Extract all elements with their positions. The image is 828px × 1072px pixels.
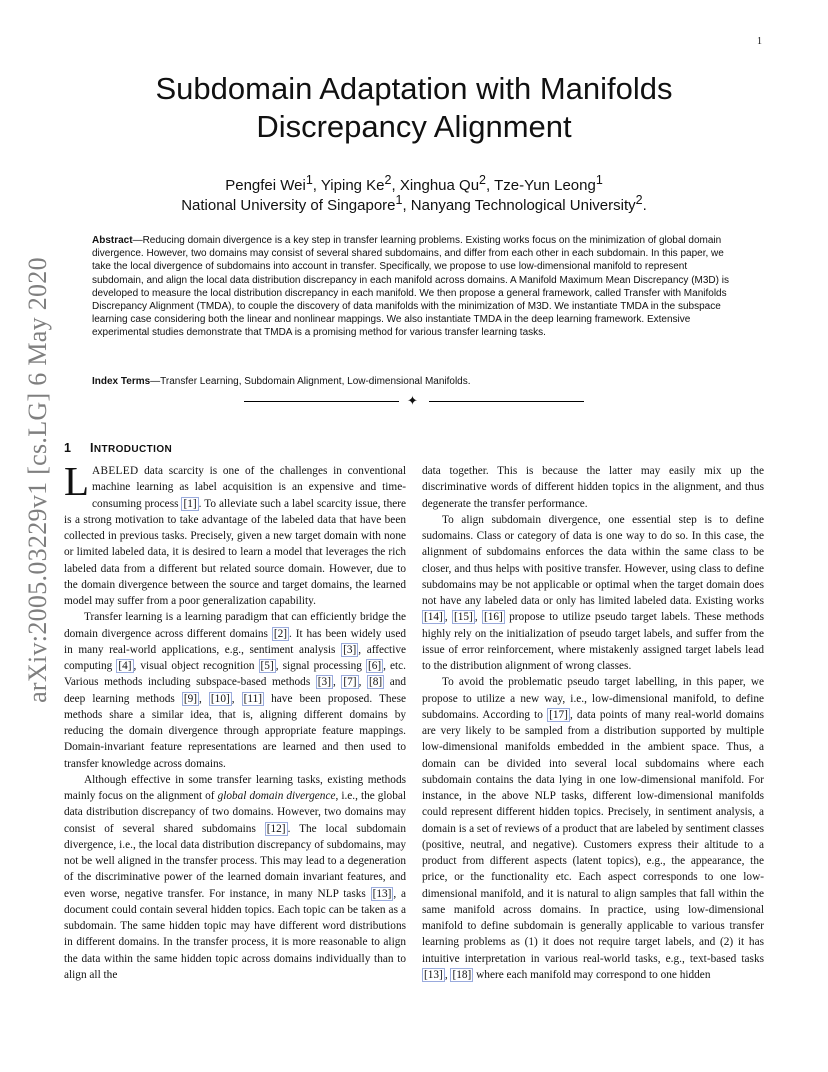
citation-link[interactable]: [11] [243,692,263,705]
body-paragraph: To align subdomain divergence, one essential step is to define sudomains. Class or category of data is one way to do so. In this case, the alignment of subdomains enforces the data within the same class to be closer, and thus helps with positive transfer. However, using class to define subdomains may be not applicable or optimal when the target domain does not have any labeled data or only has limited labeled data. Existing works [14] , [15] , [16] propose to utilize pseudo target labels. These methods highly rely on the initialization of pseudo target labels, and suffer from the issue of error reinforcement, where mistakenly assigned target labels lead to the distribution alignment of wrong classes. [422,513,764,672]
citation-link[interactable]: [15] [453,611,473,624]
affiliation-superscript: 1 [395,193,403,207]
citation-link[interactable]: [17] [549,708,568,721]
arxiv-identifier-text: arXiv:2005.03229v1 [cs.LG] 6 May 2020 [23,257,52,703]
citation-link[interactable]: [13] [424,968,443,981]
first-word-smallcaps: ABELED [92,465,139,477]
affiliation-name: Nanyang Technological University [410,197,636,214]
author-name: Yiping Ke [320,177,385,194]
affiliation-separator: . [642,197,647,214]
drop-cap-letter: L [64,458,90,504]
citation-link[interactable]: [7] [343,676,357,689]
citation-link[interactable]: [2] [273,627,288,640]
author-name: Tze-Yun Leong [494,177,596,194]
citation-link[interactable]: [8] [368,676,383,689]
citation-link[interactable]: [6] [367,660,382,672]
index-terms-text: —Transfer Learning, Subdomain Alignment, Low-dimensional Manifolds. [150,376,471,387]
abstract [92,234,736,340]
body-paragraph: data together. This is because the latter may easily mix up the discriminative words of different hidden topics in the alignment, and thus degenerate the transfer performance. [422,465,764,510]
abstract-label: Abstract [92,235,133,246]
citation-link[interactable]: [9] [183,692,198,705]
divider-line-left [244,401,399,402]
paper-title-line-1: Subdomain Adaptation with Manifolds [155,71,673,106]
citation-link[interactable]: [16] [483,611,503,624]
divider-star-icon: ✦ [407,393,418,408]
author-name: Xinghua Qu [399,177,480,194]
affiliation-superscript: 2 [635,193,643,207]
index-terms-label: Index Terms [92,376,151,387]
body-paragraph: LABELED data scarcity is one of the challenges in conventional machine learning as label acquisition is an expensive and time-consuming process [1] . To alleviate such a label scarcity issue, there is a strong motivation to take advantage of the labeled data that have been collected in previous tasks. Precisely, given a new target domain with none or limited labeled data, it is desired to learn a model that leverages the rich labeled data from a different but related source domain. However, due to the domain divergence between the source and target domains, the learned model may suffer from a poor generalization capability. [64,458,407,607]
author-superscript: 1 [305,173,313,187]
author-superscript: 2 [384,173,392,187]
citation-link[interactable]: [14] [424,611,443,624]
author-separator: , [312,177,321,194]
citation-link[interactable]: [18] [452,968,472,981]
section-title-rest: NTRODUCTION [93,444,173,455]
affiliation-separator: , [402,197,411,214]
paper-title-line-2: Discrepancy Alignment [256,109,572,144]
author-separator: , [391,177,400,194]
body-column-left [64,458,407,983]
body-column-right [422,463,764,983]
section-number: 1 [64,441,72,455]
citation-link[interactable]: [12] [266,822,286,835]
section-heading-introduction [64,441,172,455]
author-superscript: 2 [479,173,486,187]
citation-link[interactable]: [13] [372,887,392,900]
body-paragraph: Although effective in some transfer learning tasks, existing methods mainly focus on the alignment of global domain divergence, i.e., the global data distribution discrepancy of two domains. However, two domains may consist of several shared subdomains [12] . The local subdomain divergence, i.e., the local data distribution discrepancy of subdomains, may not be well aligned in the transfer process. This may lead to a degeneration of the discriminative power of the learned domain invariant features, and even worse, negative transfer. For instance, in many NLP tasks [13] , a document could contain several hidden topics. Each topic can be taken as a subdomain. The same hidden topic may have different word distributions in different domains. In the transfer process, it is more reasonable to align the data within the same hidden topic across domains individually than to align all the [64,773,406,981]
citation-link[interactable]: [10] [210,692,230,705]
index-terms [92,375,736,388]
divider-line-right [429,401,584,402]
section-divider [244,393,584,408]
author-name: Pengfei Wei [225,177,306,194]
citation-link[interactable]: [1] [183,497,197,510]
citation-link[interactable]: [4] [118,660,132,672]
citation-link[interactable]: [3] [317,676,331,689]
body-paragraph: To avoid the problematic pseudo target labelling, in this paper, we propose to utilize a new way, i.e., low-dimensional manifold, to define subdomains. According to [17] , data points of many real-world domains are very likely to be sampled from a distribution supported by multiple low-dimensional manifolds embedded in the ambient space. Thus, a domain can be divided into several local subdomains where each subdomain contains the data lying in one low-dimensional manifold. For instance, in the above NLP tasks, different low-dimensional manifolds could represent different hidden topics. Precisely, in sentiment analysis, a domain is a set of reviews of a product that are labeled by sentiment classes (positive, neutral, and negative). Customers express their altitude to a product from different aspects (latent topics), e.g., the appearance, the price, or the functionality etc. Each aspect corresponds to one low-dimensional manifold, and it is natural to align samples that fall within the same manifold across domains. In practice, using low-dimensional manifold to define subdomain is generally applicable to various transfer learning problems as (1) it does not require target labels, and (2) it has intuitive interpretation in various real-world tasks, e.g., text-based tasks [13] , [18] where each manifold may correspond to one hidden [422,676,764,981]
author-superscript: 1 [595,173,603,187]
affiliation-list [100,190,728,216]
page-number: 1 [757,36,762,47]
section-title-first-letter: I [90,441,94,455]
affiliation-name: National University of Singapore [181,197,396,214]
citation-link[interactable]: [3] [343,643,357,656]
citation-link[interactable]: [5] [260,660,274,672]
paper-title [100,70,728,146]
body-paragraph: Transfer learning is a learning paradigm that can efficiently bridge the domain divergence across different domains [2] . It has been widely used in many real-world applications, e.g., sentiment analysis [3] , affective computing [4] , visual object recognition [5] , signal processing [6] , etc. Various methods including subspace-based methods [3] , [7] , [8] and deep learning methods [9] , [10] , [11] have been proposed. These methods share a similar idea, that is, aligning different domains by reducing the domain divergence through appropriate feature mappings. Domain-invariant feature representations are learned and then used to transfer knowledge across domains. [64,611,407,770]
author-separator: , [486,177,495,194]
emphasized-text: global domain divergence [217,790,336,802]
abstract-text: —Reducing domain divergence is a key step in transfer learning problems. Existing works focus on the minimization of global domain divergence. However, two domains may consist of several shared subdomains, and differ from each other in each subdomain. In this paper, we take the local divergence of subdomains into account in transfer. Specifically, we propose to use low-dimensional manifold to represent subdomain, and align the local data distribution discrepancy in each manifold across domains. A Manifold Maximum Mean Discrepancy (M3D) is developed to measure the local distribution discrepancy in each manifold. We then propose a general framework, called Transfer with Manifolds Discrepancy Alignment (TMDA), to couple the discovery of data manifolds with the minimization of M3D. We instantiate TMDA in the subspace learning case considering both the linear and nonlinear mappings. We also instantiate TMDA in the deep learning framework. Extensive experimental studies demonstrate that TMDA is a promising method for various transfer learning tasks. [92,235,729,339]
